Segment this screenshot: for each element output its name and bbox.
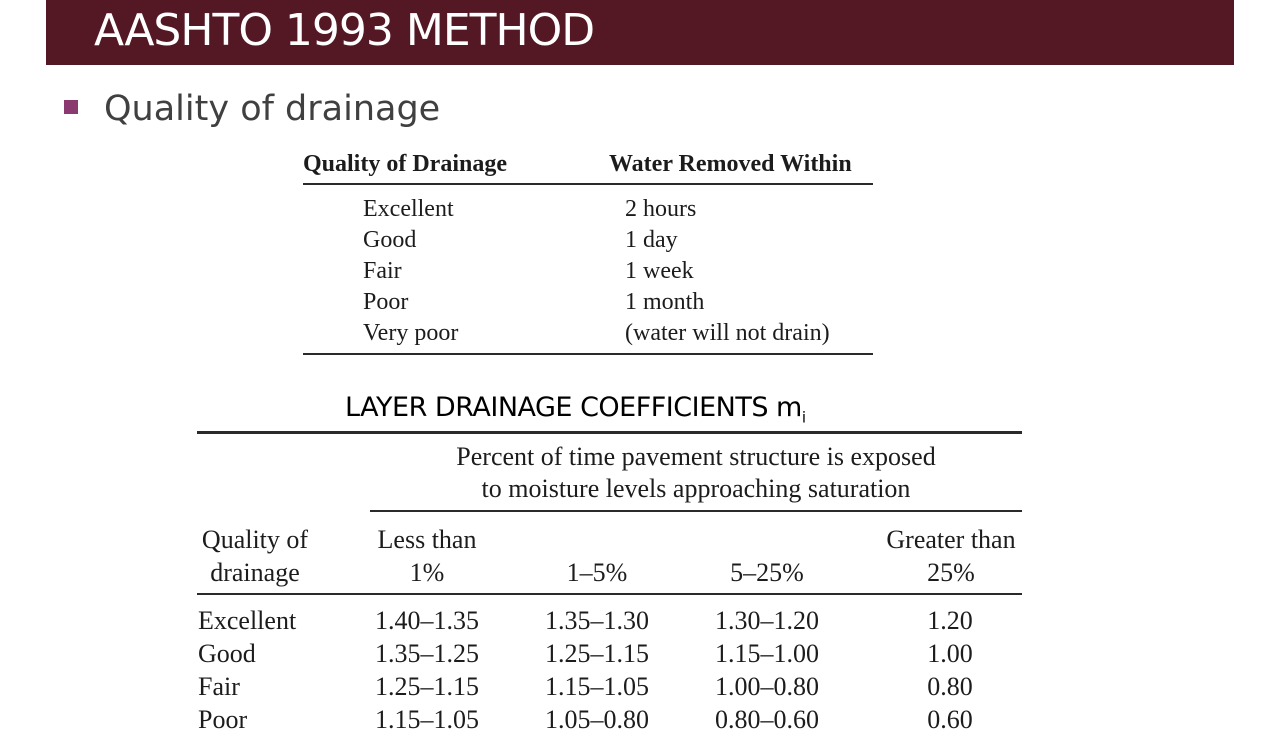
table2-col-header: 1% bbox=[409, 558, 445, 587]
table2-cell: 0.80–0.60 bbox=[715, 705, 819, 734]
table1-cell: 1 week bbox=[625, 258, 694, 284]
table2-group-rule bbox=[370, 510, 1022, 512]
table2-cell: 1.15–1.05 bbox=[375, 705, 479, 734]
table2-cell: 1.35–1.25 bbox=[375, 639, 479, 668]
table2-cell: Fair bbox=[198, 672, 240, 701]
drainage-quality-table bbox=[303, 140, 873, 360]
slide-title: AASHTO 1993 METHOD bbox=[94, 5, 595, 56]
table2-header-rule bbox=[197, 593, 1022, 595]
table2-cell: Poor bbox=[198, 705, 248, 734]
table1-cell: Very poor bbox=[363, 320, 459, 346]
table2-cell: 1.15–1.05 bbox=[545, 672, 649, 701]
table2-group-header-line2: to moisture levels approaching saturation bbox=[481, 474, 911, 503]
table2-cell: Excellent bbox=[198, 606, 297, 635]
table2-cell: 0.60 bbox=[927, 705, 973, 734]
table2-cell: 1.00 bbox=[927, 639, 973, 668]
table2-col-header: 25% bbox=[927, 558, 975, 587]
table2-col-header: Quality of bbox=[201, 525, 309, 554]
table1-cell: 1 month bbox=[625, 289, 705, 315]
table2-cell: 1.15–1.00 bbox=[715, 639, 819, 668]
table2-top-rule bbox=[197, 431, 1022, 434]
table2-cell: 1.05–0.80 bbox=[545, 705, 649, 734]
table1-cell: Excellent bbox=[363, 196, 454, 222]
table1-cell: Fair bbox=[363, 258, 402, 284]
table2-col-header: 5–25% bbox=[730, 558, 804, 587]
table2-caption bbox=[345, 391, 806, 434]
table2-cell: 1.25–1.15 bbox=[545, 639, 649, 668]
table2-caption-text: LAYER DRAINAGE COEFFICIENTS m bbox=[345, 392, 802, 423]
table1-header-water-removed: Water Removed Within bbox=[609, 151, 852, 177]
bullet-text: Quality of drainage bbox=[104, 89, 441, 129]
table2-cell: 1.20 bbox=[927, 606, 973, 635]
table2-col-header: Greater than bbox=[886, 525, 1016, 554]
table1-cell: 1 day bbox=[625, 227, 678, 253]
table2-cell: 1.00–0.80 bbox=[715, 672, 819, 701]
table2-caption-subscript: i bbox=[801, 408, 806, 427]
table2-cell: 0.80 bbox=[927, 672, 973, 701]
table1-header-rule bbox=[303, 183, 873, 185]
table2-col-header: 1–5% bbox=[566, 558, 628, 587]
table2-cell: 1.40–1.35 bbox=[375, 606, 479, 635]
table2-cell: 1.30–1.20 bbox=[715, 606, 819, 635]
table1-cell: Poor bbox=[363, 289, 409, 315]
table1-header-quality: Quality of Drainage bbox=[303, 151, 507, 177]
table1-cell: 2 hours bbox=[625, 196, 697, 222]
table1-cell: Good bbox=[363, 227, 417, 253]
table2-group-header-line1: Percent of time pavement structure is exposed bbox=[456, 442, 936, 471]
table1-bottom-rule bbox=[303, 353, 873, 355]
table2-col-header: Less than bbox=[377, 525, 477, 554]
table2-cell: 1.25–1.15 bbox=[375, 672, 479, 701]
title-bar bbox=[46, 0, 1234, 65]
table1-cell: (water will not drain) bbox=[625, 320, 830, 346]
table2-col-header: drainage bbox=[210, 558, 300, 587]
table2-cell: 1.35–1.30 bbox=[545, 606, 649, 635]
table2-cell: Good bbox=[198, 639, 256, 668]
bullet-square-icon bbox=[64, 100, 78, 114]
